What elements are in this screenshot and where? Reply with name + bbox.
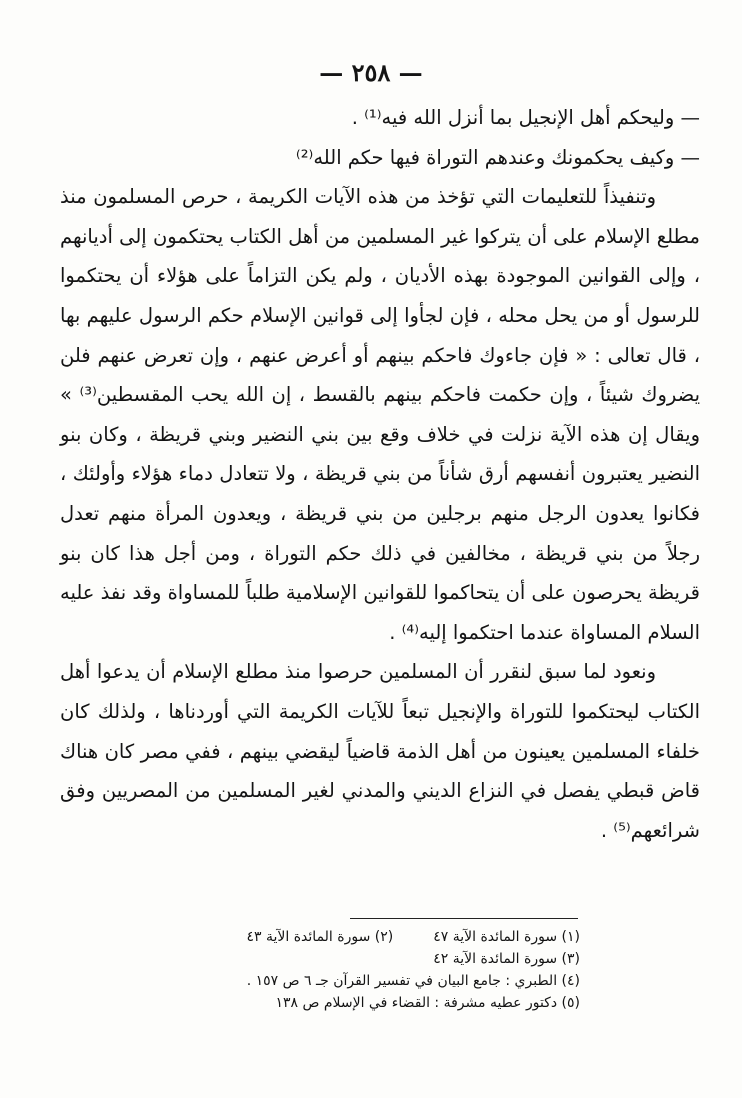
paragraph: ونعود لما سبق لنقرر أن المسلمين حرصوا منذ مطلع الإسلام أن يدعوا أهل الكتاب ليحتكموا للتوراة والإنجيل تبعاً للآيات الكريمة التي أوردناها ، ولذلك كان خلفاء المسلمين يعينون من أهل الذمة قاضياً ليقضي بينهم ، ففي مصر كان هناك قاض قبطي يفصل في النزاع الديني والمدني لغير المسلمين من المصريين وفق شرائعهم⁽⁵⁾ . [60,660,700,842]
paragraph: وتنفيذاً للتعليمات التي تؤخذ من هذه الآيات الكريمة ، حرص المسلمون منذ مطلع الإسلام على أن يتركوا غير المسلمين من أهل الكتاب يحتكمون إلى أديانهم ، وإلى القوانين الموجودة بهذه الأديان ، ولم يكن التزاماً على هؤلاء أن يحتكموا للرسول أو من يحل محله ، فإن لجأوا إلى قوانين الإسلام حكم الرسول عليهم بها ، قال تعالى : « فإن جاءوك فاحكم بينهم أو أعرض عنهم ، وإن تعرض عنهم فلن يضروك شيئاً ، وإن حكمت فاحكم بينهم بالقسط ، إن الله يحب المقسطين⁽³⁾ » ويقال إن هذه الآية نزلت في خلاف وقع بين بني النضير وبني قريظة ، وكان بنو النضير يعتبرون أنفسهم أرق شأناً من بني قريظة ، ولا تتعادل دماء هؤلاء وأولئك ، فكانوا يعدون الرجل منهم برجلين من بني قريظة ، ويعدون المرأة منهم تعدل رجلاً من بني قريظة ، مخالفين في ذلك حكم التوراة ، ومن أجل هذا كان بنو قريظة يحرصون على أن يتحاكموا للقوانين الإسلامية طلباً للمساواة وقد نفذ عليه السلام المساواة عندما احتكموا إليه⁽⁴⁾ . [60,185,701,644]
quran-verse-line: — وكيف يحكمونك وعندهم التوراة فيها حكم الله⁽²⁾ [295,145,700,169]
body-text [60,98,700,850]
footnote-3: (٣) سورة المائدة الآية ٤٢ [433,951,580,967]
footnote-row [150,926,580,948]
footnote-4: (٤) الطبري : جامع البيان في تفسير القرآن جـ ٦ ص ١٥٧ . [246,973,580,989]
page-number: — ٢٥٨ — [319,58,423,87]
footnote-1: (١) سورة المائدة الآية ٤٧ [433,929,580,945]
footnote-2: (٢) سورة المائدة الآية ٤٣ [246,929,394,945]
footnote-5: (٥) دكتور عطيه مشرفة : القضاء في الإسلام ص ١٣٨ [275,995,580,1011]
quran-verse-line: — وليحكم أهل الإنجيل بما أنزل الله فيه⁽¹⁾ . [351,106,700,129]
footnote-divider [350,918,578,919]
footnotes [150,926,580,1014]
